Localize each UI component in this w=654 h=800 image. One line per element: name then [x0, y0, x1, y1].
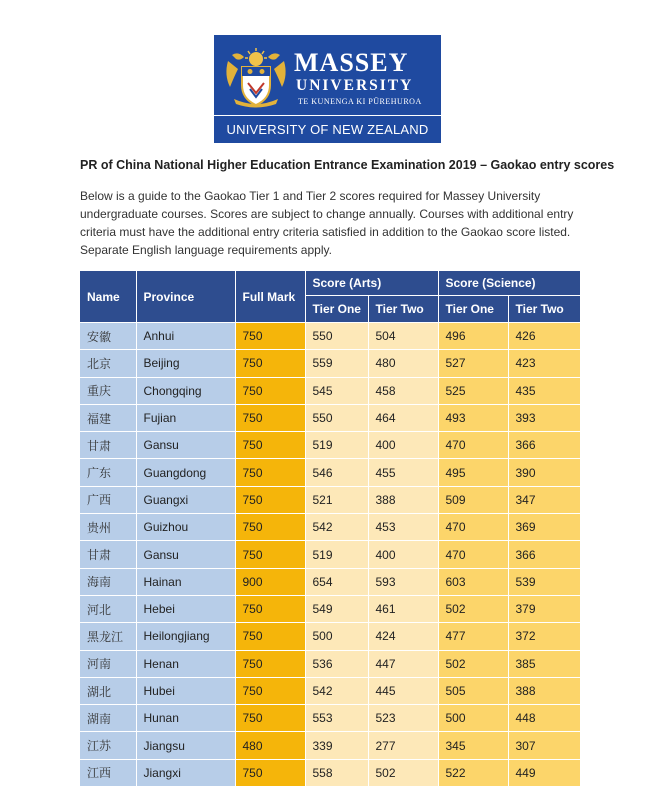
logo-country-bar: UNIVERSITY OF NEW ZEALAND: [214, 115, 441, 144]
cell-science-tier-two: 366: [508, 432, 580, 459]
cell-arts-tier-one: 558: [305, 759, 368, 786]
cell-science-tier-one: 496: [438, 323, 508, 350]
cell-full-mark: 750: [235, 404, 305, 431]
header-province: Province: [136, 271, 235, 323]
cell-full-mark: 750: [235, 595, 305, 622]
intro-paragraph: Below is a guide to the Gaokao Tier 1 and Tier 2 scores required for Massey University undergraduate courses. Scores are subject to change annually. Courses with additional entry criteria must have the additional entry criteria satisfied in addition to the Gaokao score listed. Separate English language requirements apply.: [80, 189, 574, 257]
cell-chinese-name: 安徽: [80, 323, 136, 350]
header-full-mark: Full Mark: [235, 271, 305, 323]
table-row: [80, 377, 580, 404]
cell-arts-tier-one: 553: [305, 705, 368, 732]
cell-science-tier-one: 502: [438, 595, 508, 622]
cell-full-mark: 750: [235, 705, 305, 732]
logo-wordmark: MASSEY: [294, 48, 409, 77]
cell-science-tier-two: 426: [508, 323, 580, 350]
cell-arts-tier-one: 550: [305, 404, 368, 431]
cell-science-tier-two: 539: [508, 568, 580, 595]
header-science-tier-two: Tier Two: [508, 296, 580, 323]
cell-arts-tier-two: 277: [368, 732, 438, 759]
table-row: [80, 732, 580, 759]
cell-arts-tier-two: 523: [368, 705, 438, 732]
cell-arts-tier-two: 504: [368, 323, 438, 350]
cell-science-tier-one: 477: [438, 623, 508, 650]
table-row: [80, 650, 580, 677]
cell-science-tier-one: 493: [438, 404, 508, 431]
cell-arts-tier-two: 400: [368, 541, 438, 568]
cell-arts-tier-two: 445: [368, 677, 438, 704]
cell-science-tier-one: 502: [438, 650, 508, 677]
cell-science-tier-two: 366: [508, 541, 580, 568]
cell-science-tier-one: 603: [438, 568, 508, 595]
logo-maori-text: TE KUNENGA KI PŪREHUROA: [298, 97, 422, 106]
cell-province: Guangxi: [136, 486, 235, 513]
cell-province: Heilongjiang: [136, 623, 235, 650]
cell-full-mark: 750: [235, 432, 305, 459]
cell-province: Hubei: [136, 677, 235, 704]
cell-science-tier-two: 372: [508, 623, 580, 650]
cell-arts-tier-two: 447: [368, 650, 438, 677]
cell-chinese-name: 河南: [80, 650, 136, 677]
cell-science-tier-two: 369: [508, 514, 580, 541]
cell-chinese-name: 重庆: [80, 377, 136, 404]
cell-province: Gansu: [136, 541, 235, 568]
header-score-arts: Score (Arts): [305, 271, 438, 296]
cell-chinese-name: 江西: [80, 759, 136, 786]
cell-full-mark: 750: [235, 350, 305, 377]
cell-arts-tier-one: 546: [305, 459, 368, 486]
cell-province: Jiangxi: [136, 759, 235, 786]
cell-arts-tier-one: 654: [305, 568, 368, 595]
cell-full-mark: 750: [235, 650, 305, 677]
cell-chinese-name: 黑龙江: [80, 623, 136, 650]
cell-arts-tier-one: 339: [305, 732, 368, 759]
cell-arts-tier-two: 400: [368, 432, 438, 459]
cell-province: Fujian: [136, 404, 235, 431]
header-science-tier-one: Tier One: [438, 296, 508, 323]
cell-arts-tier-one: 521: [305, 486, 368, 513]
cell-science-tier-two: 388: [508, 677, 580, 704]
cell-science-tier-one: 470: [438, 432, 508, 459]
cell-province: Anhui: [136, 323, 235, 350]
table-row: [80, 759, 580, 786]
cell-province: Hunan: [136, 705, 235, 732]
cell-chinese-name: 广西: [80, 486, 136, 513]
table-row: [80, 541, 580, 568]
cell-arts-tier-one: 559: [305, 350, 368, 377]
cell-arts-tier-one: 542: [305, 514, 368, 541]
cell-chinese-name: 江苏: [80, 732, 136, 759]
table-row: [80, 514, 580, 541]
massey-university-logo: [214, 35, 441, 143]
cell-province: Chongqing: [136, 377, 235, 404]
cell-science-tier-two: 307: [508, 732, 580, 759]
table-row: [80, 432, 580, 459]
cell-arts-tier-two: 424: [368, 623, 438, 650]
cell-science-tier-one: 470: [438, 541, 508, 568]
cell-chinese-name: 北京: [80, 350, 136, 377]
table-row: [80, 350, 580, 377]
cell-full-mark: 750: [235, 323, 305, 350]
cell-arts-tier-one: 519: [305, 541, 368, 568]
cell-science-tier-two: 385: [508, 650, 580, 677]
cell-arts-tier-two: 502: [368, 759, 438, 786]
table-row: [80, 595, 580, 622]
cell-arts-tier-two: 388: [368, 486, 438, 513]
cell-chinese-name: 广东: [80, 459, 136, 486]
table-row: [80, 705, 580, 732]
cell-science-tier-one: 345: [438, 732, 508, 759]
cell-full-mark: 900: [235, 568, 305, 595]
cell-province: Beijing: [136, 350, 235, 377]
cell-science-tier-one: 522: [438, 759, 508, 786]
cell-province: Guangdong: [136, 459, 235, 486]
page-title: PR of China National Higher Education Entrance Examination 2019 – Gaokao entry scores: [80, 158, 615, 172]
cell-chinese-name: 湖南: [80, 705, 136, 732]
cell-full-mark: 750: [235, 514, 305, 541]
cell-arts-tier-two: 453: [368, 514, 438, 541]
cell-province: Hebei: [136, 595, 235, 622]
cell-science-tier-two: 423: [508, 350, 580, 377]
header-arts-tier-two: Tier Two: [368, 296, 438, 323]
cell-arts-tier-one: 550: [305, 323, 368, 350]
logo-university-text: UNIVERSITY: [296, 77, 414, 94]
cell-science-tier-two: 435: [508, 377, 580, 404]
cell-science-tier-two: 448: [508, 705, 580, 732]
gaokao-scores-table: [80, 271, 581, 787]
cell-science-tier-one: 527: [438, 350, 508, 377]
cell-arts-tier-two: 593: [368, 568, 438, 595]
cell-arts-tier-two: 464: [368, 404, 438, 431]
cell-full-mark: 750: [235, 541, 305, 568]
header-score-science: Score (Science): [438, 271, 580, 296]
header-name: Name: [80, 271, 136, 323]
cell-science-tier-one: 495: [438, 459, 508, 486]
cell-science-tier-one: 470: [438, 514, 508, 541]
cell-science-tier-two: 393: [508, 404, 580, 431]
cell-science-tier-two: 449: [508, 759, 580, 786]
university-crest-icon: [224, 47, 288, 109]
cell-arts-tier-two: 455: [368, 459, 438, 486]
table-row: [80, 486, 580, 513]
cell-arts-tier-one: 542: [305, 677, 368, 704]
cell-science-tier-two: 379: [508, 595, 580, 622]
cell-full-mark: 750: [235, 623, 305, 650]
cell-province: Guizhou: [136, 514, 235, 541]
cell-arts-tier-one: 519: [305, 432, 368, 459]
cell-full-mark: 750: [235, 377, 305, 404]
cell-arts-tier-two: 461: [368, 595, 438, 622]
cell-arts-tier-one: 549: [305, 595, 368, 622]
cell-chinese-name: 湖北: [80, 677, 136, 704]
cell-chinese-name: 甘肃: [80, 432, 136, 459]
cell-chinese-name: 河北: [80, 595, 136, 622]
table-row: [80, 459, 580, 486]
cell-arts-tier-one: 545: [305, 377, 368, 404]
cell-full-mark: 750: [235, 677, 305, 704]
cell-full-mark: 480: [235, 732, 305, 759]
cell-science-tier-one: 505: [438, 677, 508, 704]
cell-arts-tier-one: 500: [305, 623, 368, 650]
cell-science-tier-one: 509: [438, 486, 508, 513]
table-row: [80, 568, 580, 595]
table-row: [80, 623, 580, 650]
cell-province: Hainan: [136, 568, 235, 595]
cell-arts-tier-two: 458: [368, 377, 438, 404]
cell-province: Henan: [136, 650, 235, 677]
cell-province: Jiangsu: [136, 732, 235, 759]
cell-full-mark: 750: [235, 486, 305, 513]
cell-science-tier-two: 390: [508, 459, 580, 486]
cell-arts-tier-one: 536: [305, 650, 368, 677]
cell-province: Gansu: [136, 432, 235, 459]
cell-chinese-name: 甘肃: [80, 541, 136, 568]
cell-science-tier-one: 525: [438, 377, 508, 404]
cell-science-tier-one: 500: [438, 705, 508, 732]
table-row: [80, 323, 580, 350]
cell-science-tier-two: 347: [508, 486, 580, 513]
cell-full-mark: 750: [235, 759, 305, 786]
cell-chinese-name: 贵州: [80, 514, 136, 541]
cell-chinese-name: 海南: [80, 568, 136, 595]
header-arts-tier-one: Tier One: [305, 296, 368, 323]
table-row: [80, 404, 580, 431]
table-body: [80, 323, 580, 787]
cell-chinese-name: 福建: [80, 404, 136, 431]
cell-arts-tier-two: 480: [368, 350, 438, 377]
table-row: [80, 677, 580, 704]
cell-full-mark: 750: [235, 459, 305, 486]
